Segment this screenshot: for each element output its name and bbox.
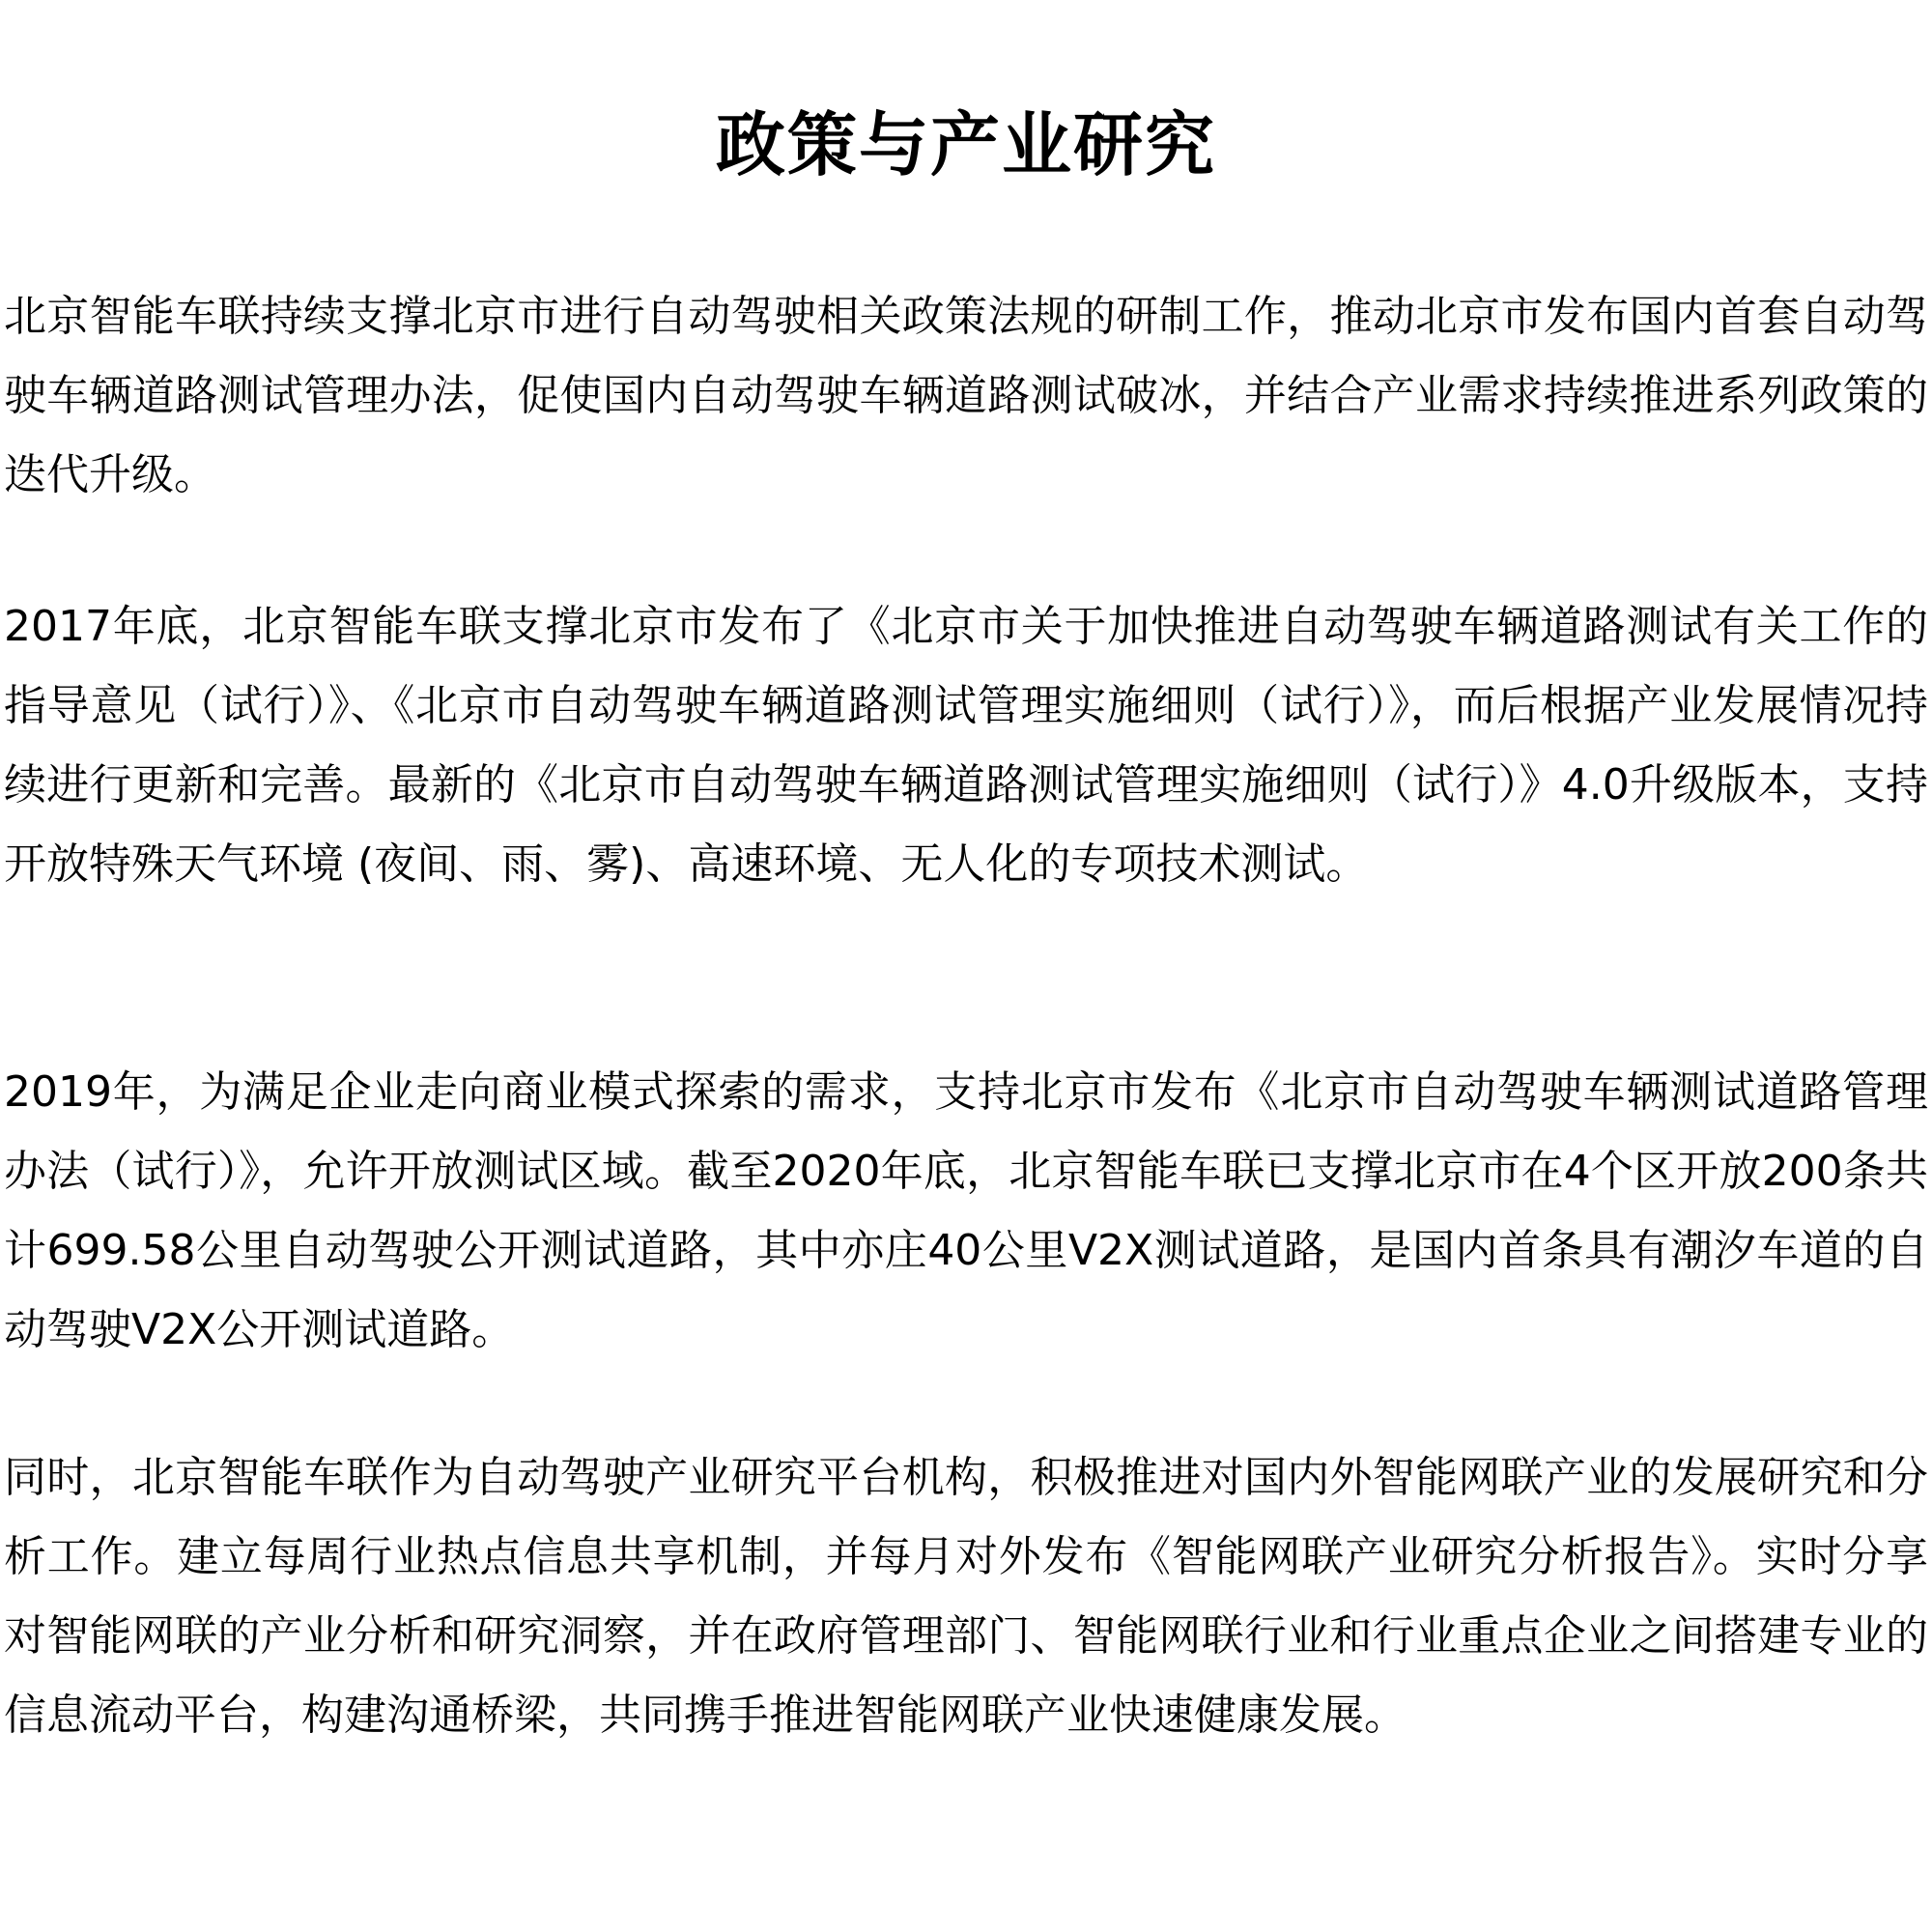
paragraph-2017-guidelines: 2017年底，北京智能车联支撑北京市发布了《北京市关于加快推进自动驾驶车辆道路测试有关工作的指导意见（试行）》、《北京市自动驾驶车辆道路测试管理实施细则（试行）》，而后根据产业发展情况持续进行更新和完善。最新的《北京市自动驾驶车辆道路测试管理实施细则（试行）》4.0升级版本，支持开放特殊天气环境 (夜间、雨、雾)、高速环境、无人化的专项技术测试。 — [4, 602, 1928, 889]
paragraph-industry-research-platform: 同时，北京智能车联作为自动驾驶产业研究平台机构，积极推进对国内外智能网联产业的发展研究和分析工作。建立每周行业热点信息共享机制，并每月对外发布《智能网联产业研究分析报告》。实时分享对智能网联的产业分析和研究洞察，并在政府管理部门、智能网联行业和行业重点企业之间搭建专业的信息流动平台，构建沟通桥梁，共同携手推进智能网联产业快速健康发展。 — [4, 1453, 1928, 1740]
paragraph-policy-research: 北京智能车联持续支撑北京市进行自动驾驶相关政策法规的研制工作，推动北京市发布国内首套自动驾驶车辆道路测试管理办法，促使国内自动驾驶车辆道路测试破冰，并结合产业需求持续推进系列政策的迭代升级。 — [4, 292, 1928, 499]
page-title: 政策与产业研究 — [715, 104, 1216, 185]
paragraph-2019-test-roads: 2019年，为满足企业走向商业模式探索的需求，支持北京市发布《北京市自动驾驶车辆测试道路管理办法（试行）》，允许开放测试区域。截至2020年底，北京智能车联已支撑北京市在4个区开放200条共计699.58公里自动驾驶公开测试道路，其中亦庄40公里V2X测试道路，是国内首条具有潮汐车道的自动驾驶V2X公开测试道路。 — [4, 1067, 1928, 1354]
